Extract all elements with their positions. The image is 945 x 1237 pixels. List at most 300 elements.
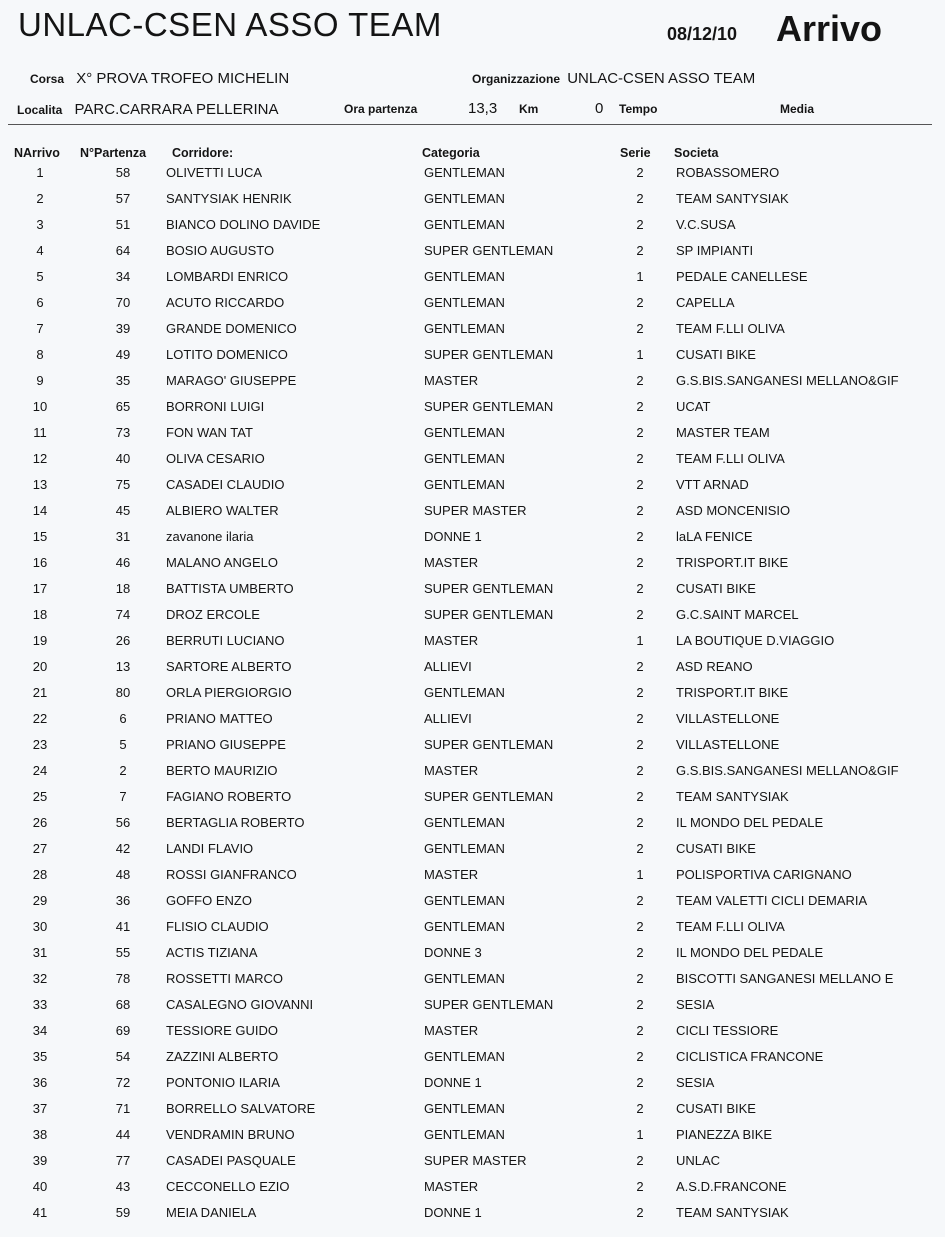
media-label: Media [780, 102, 815, 116]
event-date: 08/12/10 [667, 24, 738, 44]
bib-number: 69 [115, 1023, 131, 1038]
bib-number: 73 [115, 425, 131, 440]
table-row [0, 1072, 945, 1098]
rider-name: GOFFO ENZO [166, 893, 252, 908]
category: SUPER GENTLEMAN [424, 997, 554, 1012]
category: GENTLEMAN [424, 425, 505, 440]
arrival-position: 26 [32, 815, 48, 830]
team: POLISPORTIVA CARIGNANO [676, 867, 852, 882]
rider-name: LOMBARDI ENRICO [166, 269, 289, 284]
arrival-position: 38 [32, 1127, 48, 1142]
arrival-position: 3 [36, 217, 44, 232]
arrival-position: 4 [36, 243, 44, 258]
arrival-position: 6 [36, 295, 44, 310]
category: MASTER [424, 763, 479, 778]
category: SUPER GENTLEMAN [424, 789, 554, 804]
team: ASD REANO [676, 659, 753, 674]
series: 2 [636, 711, 644, 726]
category: GENTLEMAN [424, 217, 505, 232]
bib-number: 5 [119, 737, 127, 752]
bib-number: 48 [115, 867, 131, 882]
table-row [0, 1098, 945, 1124]
bib-number: 49 [115, 347, 131, 362]
series: 2 [636, 945, 644, 960]
series: 2 [636, 1049, 644, 1064]
localita-field [17, 101, 278, 118]
team: LA BOUTIQUE D.VIAGGIO [676, 633, 835, 648]
category: SUPER GENTLEMAN [424, 581, 554, 596]
arrival-position: 2 [36, 191, 44, 206]
series: 2 [636, 789, 644, 804]
table-row [0, 292, 945, 318]
table-row [0, 474, 945, 500]
col-header-serie: Serie [620, 146, 651, 160]
team: IL MONDO DEL PEDALE [676, 815, 824, 830]
rider-name: BORRONI LUIGI [166, 399, 265, 414]
event-title: UNLAC-CSEN ASSO TEAM [18, 6, 442, 43]
category: MASTER [424, 1023, 479, 1038]
table-row [0, 396, 945, 422]
table-row [0, 916, 945, 942]
team: laLA FENICE [676, 529, 753, 544]
series: 2 [636, 1075, 644, 1090]
arrival-position: 20 [32, 659, 48, 674]
rider-name: FAGIANO ROBERTO [166, 789, 292, 804]
category: GENTLEMAN [424, 477, 505, 492]
team: G.S.BIS.SANGANESI MELLANO&GIF [676, 373, 899, 388]
table-row [0, 162, 945, 188]
table-row [0, 500, 945, 526]
rider-name: BOSIO AUGUSTO [166, 243, 275, 258]
rider-name: BORRELLO SALVATORE [166, 1101, 316, 1116]
arrival-position: 23 [32, 737, 48, 752]
table-row [0, 422, 945, 448]
arrival-position: 37 [32, 1101, 48, 1116]
bib-number: 18 [115, 581, 131, 596]
team: V.C.SUSA [676, 217, 736, 232]
rider-name: BERTAGLIA ROBERTO [166, 815, 305, 830]
arrival-position: 5 [36, 269, 44, 284]
corsa-field [30, 70, 289, 87]
col-header-societa: Societa [674, 146, 719, 160]
arrival-position: 33 [32, 997, 48, 1012]
table-row [0, 1176, 945, 1202]
rider-name: TESSIORE GUIDO [166, 1023, 278, 1038]
team: SP IMPIANTI [676, 243, 754, 258]
series: 1 [636, 269, 644, 284]
tempo-number: 0 [595, 100, 604, 117]
table-row [0, 708, 945, 734]
bib-number: 51 [115, 217, 131, 232]
series: 2 [636, 815, 644, 830]
arrival-position: 30 [32, 919, 48, 934]
team: CICLI TESSIORE [676, 1023, 779, 1038]
team: PEDALE CANELLESE [676, 269, 808, 284]
series: 2 [636, 1023, 644, 1038]
rider-name: DROZ ERCOLE [166, 607, 260, 622]
team: UCAT [676, 399, 711, 414]
rider-name: OLIVETTI LUCA [166, 165, 263, 180]
team: TEAM F.LLI OLIVA [676, 321, 785, 336]
table-row [0, 838, 945, 864]
series: 2 [636, 321, 644, 336]
table-row [0, 578, 945, 604]
results-table [0, 162, 945, 1228]
table-row [0, 682, 945, 708]
arrival-position: 32 [32, 971, 48, 986]
team: SESIA [676, 997, 715, 1012]
category: MASTER [424, 555, 479, 570]
team: A.S.D.FRANCONE [676, 1179, 787, 1194]
bib-number: 7 [119, 789, 127, 804]
rider-name: PRIANO MATTEO [166, 711, 273, 726]
table-row [0, 240, 945, 266]
rider-name: zavanone ilaria [166, 529, 254, 544]
arrival-position: 15 [32, 529, 48, 544]
category: GENTLEMAN [424, 269, 505, 284]
team: CUSATI BIKE [676, 581, 756, 596]
team: G.S.BIS.SANGANESI MELLANO&GIF [676, 763, 899, 778]
rider-name: CECCONELLO EZIO [166, 1179, 290, 1194]
team: TEAM SANTYSIAK [676, 789, 789, 804]
category: SUPER MASTER [424, 503, 527, 518]
arrival-position: 39 [32, 1153, 48, 1168]
rider-name: ROSSI GIANFRANCO [166, 867, 297, 882]
rider-name: VENDRAMIN BRUNO [166, 1127, 295, 1142]
table-row [0, 734, 945, 760]
series: 2 [636, 295, 644, 310]
bib-number: 13 [115, 659, 131, 674]
bib-number: 35 [115, 373, 131, 388]
rider-name: BIANCO DOLINO DAVIDE [166, 217, 321, 232]
series: 2 [636, 763, 644, 778]
team: TEAM SANTYSIAK [676, 191, 789, 206]
corsa-value: X° PROVA TROFEO MICHELIN [76, 70, 290, 87]
table-row [0, 968, 945, 994]
team: BISCOTTI SANGANESI MELLANO E [676, 971, 894, 986]
team: CUSATI BIKE [676, 347, 756, 362]
category: ALLIEVI [424, 711, 472, 726]
table-row [0, 812, 945, 838]
category: MASTER [424, 1179, 479, 1194]
team: IL MONDO DEL PEDALE [676, 945, 824, 960]
arrival-position: 27 [32, 841, 48, 856]
team: TEAM F.LLI OLIVA [676, 919, 785, 934]
category: GENTLEMAN [424, 451, 505, 466]
table-row [0, 370, 945, 396]
table-row [0, 526, 945, 552]
team: G.C.SAINT MARCEL [676, 607, 799, 622]
bib-number: 39 [115, 321, 131, 336]
team: TEAM VALETTI CICLI DEMARIA [676, 893, 868, 908]
arrival-position: 17 [32, 581, 48, 596]
category: SUPER GENTLEMAN [424, 347, 554, 362]
rider-name: MARAGO' GIUSEPPE [166, 373, 297, 388]
category: DONNE 1 [424, 529, 482, 544]
bib-number: 70 [115, 295, 131, 310]
table-row [0, 188, 945, 214]
bib-number: 45 [115, 503, 131, 518]
arrival-position: 19 [32, 633, 48, 648]
team: CUSATI BIKE [676, 1101, 756, 1116]
arrival-position: 8 [36, 347, 44, 362]
corsa-label: Corsa [30, 72, 65, 86]
arrival-position: 31 [32, 945, 48, 960]
arrival-position: 13 [32, 477, 48, 492]
series: 1 [636, 1127, 644, 1142]
arrival-position: 12 [32, 451, 48, 466]
arrival-position: 25 [32, 789, 48, 804]
bib-number: 80 [115, 685, 131, 700]
table-row [0, 448, 945, 474]
rider-name: BERTO MAURIZIO [166, 763, 278, 778]
team: ASD MONCENISIO [676, 503, 791, 518]
series: 1 [636, 347, 644, 362]
arrival-position: 1 [36, 165, 44, 180]
bib-number: 6 [119, 711, 127, 726]
series: 2 [636, 607, 644, 622]
team: SESIA [676, 1075, 715, 1090]
arrival-position: 40 [32, 1179, 48, 1194]
bib-number: 75 [115, 477, 131, 492]
arrival-position: 16 [32, 555, 48, 570]
rider-name: FLISIO CLAUDIO [166, 919, 269, 934]
team: VILLASTELLONE [676, 711, 780, 726]
category: MASTER [424, 867, 479, 882]
series: 2 [636, 503, 644, 518]
col-header-partenza: N°Partenza [80, 146, 147, 160]
team: TEAM SANTYSIAK [676, 1205, 789, 1220]
team: TRISPORT.IT BIKE [676, 555, 789, 570]
bib-number: 68 [115, 997, 131, 1012]
rider-name: MALANO ANGELO [166, 555, 278, 570]
rider-name: BATTISTA UMBERTO [166, 581, 294, 596]
category: ALLIEVI [424, 659, 472, 674]
table-row [0, 1020, 945, 1046]
arrival-position: 29 [32, 893, 48, 908]
series: 2 [636, 659, 644, 674]
rider-name: ZAZZINI ALBERTO [166, 1049, 279, 1064]
table-row [0, 1150, 945, 1176]
series: 2 [636, 893, 644, 908]
table-row [0, 214, 945, 240]
ora-partenza-label: Ora partenza [344, 102, 418, 116]
arrival-position: 21 [32, 685, 48, 700]
organizzazione-value: UNLAC-CSEN ASSO TEAM [567, 70, 756, 87]
rider-name: CASADEI CLAUDIO [166, 477, 285, 492]
series: 2 [636, 581, 644, 596]
team: VILLASTELLONE [676, 737, 780, 752]
team: CAPELLA [676, 295, 735, 310]
table-row [0, 656, 945, 682]
category: MASTER [424, 373, 479, 388]
bib-number: 43 [115, 1179, 131, 1194]
series: 2 [636, 243, 644, 258]
organizzazione-label: Organizzazione [472, 72, 561, 86]
series: 2 [636, 217, 644, 232]
table-row [0, 942, 945, 968]
arrival-position: 18 [32, 607, 48, 622]
series: 2 [636, 919, 644, 934]
category: GENTLEMAN [424, 165, 505, 180]
bib-number: 41 [115, 919, 131, 934]
arrival-position: 10 [32, 399, 48, 414]
rider-name: PRIANO GIUSEPPE [166, 737, 286, 752]
category: SUPER GENTLEMAN [424, 243, 554, 258]
category: GENTLEMAN [424, 919, 505, 934]
bib-number: 71 [115, 1101, 131, 1116]
category: DONNE 1 [424, 1075, 482, 1090]
bib-number: 31 [115, 529, 131, 544]
rider-name: ACUTO RICCARDO [166, 295, 285, 310]
rider-name: ACTIS TIZIANA [166, 945, 258, 960]
series: 2 [636, 425, 644, 440]
series: 2 [636, 165, 644, 180]
arrival-position: 11 [33, 425, 47, 440]
team: MASTER TEAM [676, 425, 770, 440]
bib-number: 58 [115, 165, 131, 180]
team: UNLAC [676, 1153, 721, 1168]
col-header-categoria: Categoria [422, 146, 480, 160]
col-header-arrivo: NArrivo [14, 146, 60, 160]
arrival-position: 41 [32, 1205, 48, 1220]
table-row [0, 266, 945, 292]
team: CUSATI BIKE [676, 841, 756, 856]
table-row [0, 890, 945, 916]
table-row [0, 864, 945, 890]
table-row [0, 1202, 945, 1228]
category: GENTLEMAN [424, 1101, 505, 1116]
rider-name: CASADEI PASQUALE [166, 1153, 296, 1168]
rider-name: MEIA DANIELA [166, 1205, 257, 1220]
category: GENTLEMAN [424, 841, 505, 856]
rider-name: PONTONIO ILARIA [166, 1075, 280, 1090]
rider-name: GRANDE DOMENICO [166, 321, 297, 336]
series: 2 [636, 685, 644, 700]
table-row [0, 552, 945, 578]
bib-number: 42 [115, 841, 131, 856]
arrival-position: 9 [36, 373, 44, 388]
category: SUPER MASTER [424, 1153, 527, 1168]
table-row [0, 344, 945, 370]
series: 2 [636, 555, 644, 570]
bib-number: 78 [115, 971, 131, 986]
rider-name: CASALEGNO GIOVANNI [166, 997, 314, 1012]
series: 2 [636, 191, 644, 206]
series: 2 [636, 529, 644, 544]
series: 2 [636, 451, 644, 466]
team: CICLISTICA FRANCONE [676, 1049, 824, 1064]
table-row [0, 760, 945, 786]
team: PIANEZZA BIKE [676, 1127, 773, 1142]
bib-number: 57 [115, 191, 131, 206]
rider-name: LANDI FLAVIO [166, 841, 254, 856]
bib-number: 26 [115, 633, 131, 648]
team: TEAM F.LLI OLIVA [676, 451, 785, 466]
category: SUPER GENTLEMAN [424, 737, 554, 752]
rider-name: FON WAN TAT [166, 425, 253, 440]
bib-number: 40 [115, 451, 131, 466]
bib-number: 46 [115, 555, 131, 570]
arrival-position: 36 [32, 1075, 48, 1090]
series: 2 [636, 997, 644, 1012]
bib-number: 36 [115, 893, 131, 908]
rider-name: ROSSETTI MARCO [166, 971, 284, 986]
bib-number: 44 [115, 1127, 131, 1142]
bib-number: 59 [115, 1205, 131, 1220]
bib-number: 54 [115, 1049, 131, 1064]
series: 2 [636, 971, 644, 986]
table-row [0, 1046, 945, 1072]
rider-name: SARTORE ALBERTO [166, 659, 292, 674]
bib-number: 77 [115, 1153, 131, 1168]
arrival-heading: Arrivo [776, 8, 883, 49]
table-row [0, 1124, 945, 1150]
bib-number: 74 [115, 607, 131, 622]
table-row [0, 318, 945, 344]
team: VTT ARNAD [676, 477, 749, 492]
series: 2 [636, 1101, 644, 1116]
series: 2 [636, 399, 644, 414]
category: GENTLEMAN [424, 1127, 505, 1142]
series: 2 [636, 477, 644, 492]
series: 2 [636, 737, 644, 752]
table-row [0, 994, 945, 1020]
category: MASTER [424, 633, 479, 648]
arrival-position: 24 [32, 763, 48, 778]
team: ROBASSOMERO [676, 165, 780, 180]
series: 1 [636, 867, 644, 882]
category: DONNE 3 [424, 945, 482, 960]
bib-number: 2 [119, 763, 127, 778]
localita-value: PARC.CARRARA PELLERINA [74, 101, 279, 118]
category: GENTLEMAN [424, 815, 505, 830]
arrival-position: 7 [36, 321, 44, 336]
organizzazione-field [472, 70, 755, 87]
arrival-position: 14 [32, 503, 48, 518]
bib-number: 55 [115, 945, 131, 960]
bib-number: 64 [115, 243, 131, 258]
category: SUPER GENTLEMAN [424, 399, 554, 414]
category: GENTLEMAN [424, 971, 505, 986]
category: DONNE 1 [424, 1205, 482, 1220]
col-header-corridore: Corridore: [172, 146, 234, 160]
arrival-position: 34 [32, 1023, 48, 1038]
km-value: 13,3 [468, 100, 498, 117]
rider-name: BERRUTI LUCIANO [166, 633, 285, 648]
rider-name: LOTITO DOMENICO [166, 347, 288, 362]
rider-name: ALBIERO WALTER [166, 503, 279, 518]
rider-name: ORLA PIERGIORGIO [166, 685, 292, 700]
series: 1 [636, 633, 644, 648]
table-row [0, 604, 945, 630]
table-row [0, 630, 945, 656]
km-label: Km [519, 102, 539, 116]
arrival-position: 35 [32, 1049, 48, 1064]
series: 2 [636, 1153, 644, 1168]
category: GENTLEMAN [424, 191, 505, 206]
arrival-position: 22 [32, 711, 48, 726]
category: GENTLEMAN [424, 295, 505, 310]
header-divider [8, 124, 932, 125]
category: GENTLEMAN [424, 893, 505, 908]
category: GENTLEMAN [424, 321, 505, 336]
series: 2 [636, 1179, 644, 1194]
category: GENTLEMAN [424, 1049, 505, 1064]
bib-number: 34 [115, 269, 131, 284]
arrival-position: 28 [32, 867, 48, 882]
series: 2 [636, 841, 644, 856]
